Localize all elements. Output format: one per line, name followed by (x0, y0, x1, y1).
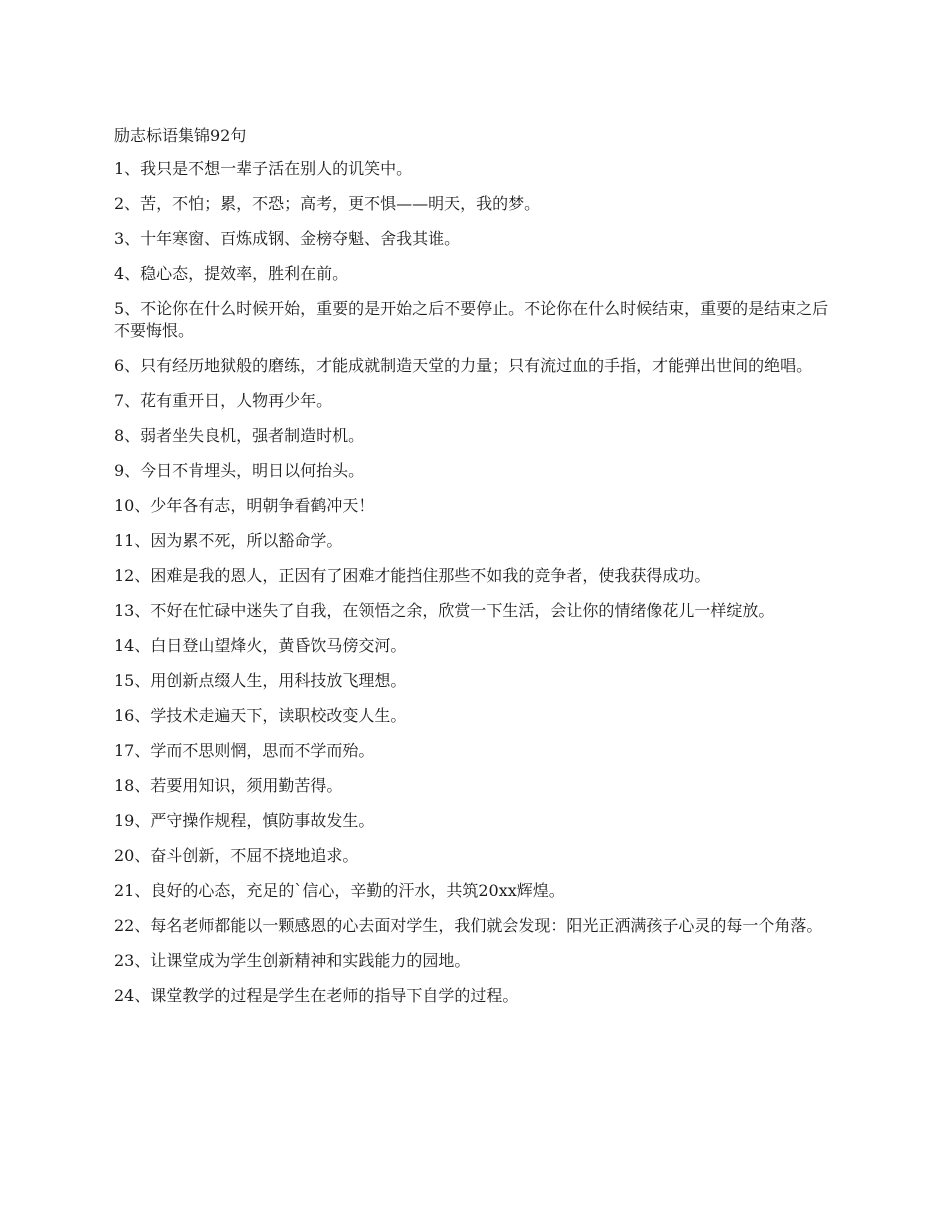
document-page (114, 124, 838, 1020)
list-item: 7、花有重开日，人物再少年。 (114, 391, 333, 410)
list-item: 4、稳心态，提效率，胜利在前。 (114, 264, 349, 283)
list-item: 11、因为累不死，所以豁命学。 (114, 531, 343, 550)
list-item: 24、课堂教学的过程是学生在老师的指导下自学的过程。 (114, 986, 519, 1005)
list-item: 12、困难是我的恩人，正因有了困难才能挡住那些不如我的竞争者，使我获得成功。 (114, 566, 711, 585)
list-item: 17、学而不思则惘，思而不学而殆。 (114, 741, 375, 760)
quote-list (114, 158, 838, 1007)
list-item: 23、让课堂成为学生创新精神和实践能力的园地。 (114, 951, 471, 970)
document-title: 励志标语集锦92句 (114, 126, 247, 145)
list-item: 3、十年寒窗、百炼成钢、金榜夺魁、舍我其谁。 (114, 229, 461, 248)
list-item: 20、奋斗创新，不屈不挠地追求。 (114, 846, 359, 865)
list-item: 13、不好在忙碌中迷失了自我，在领悟之余，欣赏一下生活，会让你的情绪像花儿一样绽放。 (114, 601, 775, 620)
list-item: 9、今日不肯埋头，明日以何抬头。 (114, 461, 365, 480)
list-item: 18、若要用知识，须用勤苦得。 (114, 776, 343, 795)
list-item: 2、苦，不怕；累，不恐；高考，更不惧——明天，我的梦。 (114, 194, 541, 213)
list-item: 21、良好的心态，充足的`信心，辛勤的汗水，共筑20xx辉煌。 (114, 881, 565, 900)
list-item: 14、白日登山望烽火，黄昏饮马傍交河。 (114, 636, 407, 655)
list-item: 8、弱者坐失良机，强者制造时机。 (114, 426, 365, 445)
list-item: 16、学技术走遍天下，读职校改变人生。 (114, 706, 407, 725)
list-item: 6、只有经历地狱般的磨练，才能成就制造天堂的力量；只有流过血的手指，才能弹出世间的绝唱。 (114, 356, 813, 375)
list-item: 5、不论你在什么时候开始，重要的是开始之后不要停止。不论你在什么时候结束，重要的是结束之后不要悔恨。 (114, 299, 829, 340)
list-item: 15、用创新点缀人生，用科技放飞理想。 (114, 671, 407, 690)
list-item: 22、每名老师都能以一颗感恩的心去面对学生，我们就会发现：阳光正洒满孩子心灵的每一个角落。 (114, 916, 823, 935)
list-item: 1、我只是不想一辈子活在别人的讥笑中。 (114, 159, 413, 178)
list-item: 10、少年各有志，明朝争看鹤冲天！ (114, 496, 375, 515)
list-item: 19、严守操作规程，慎防事故发生。 (114, 811, 375, 830)
